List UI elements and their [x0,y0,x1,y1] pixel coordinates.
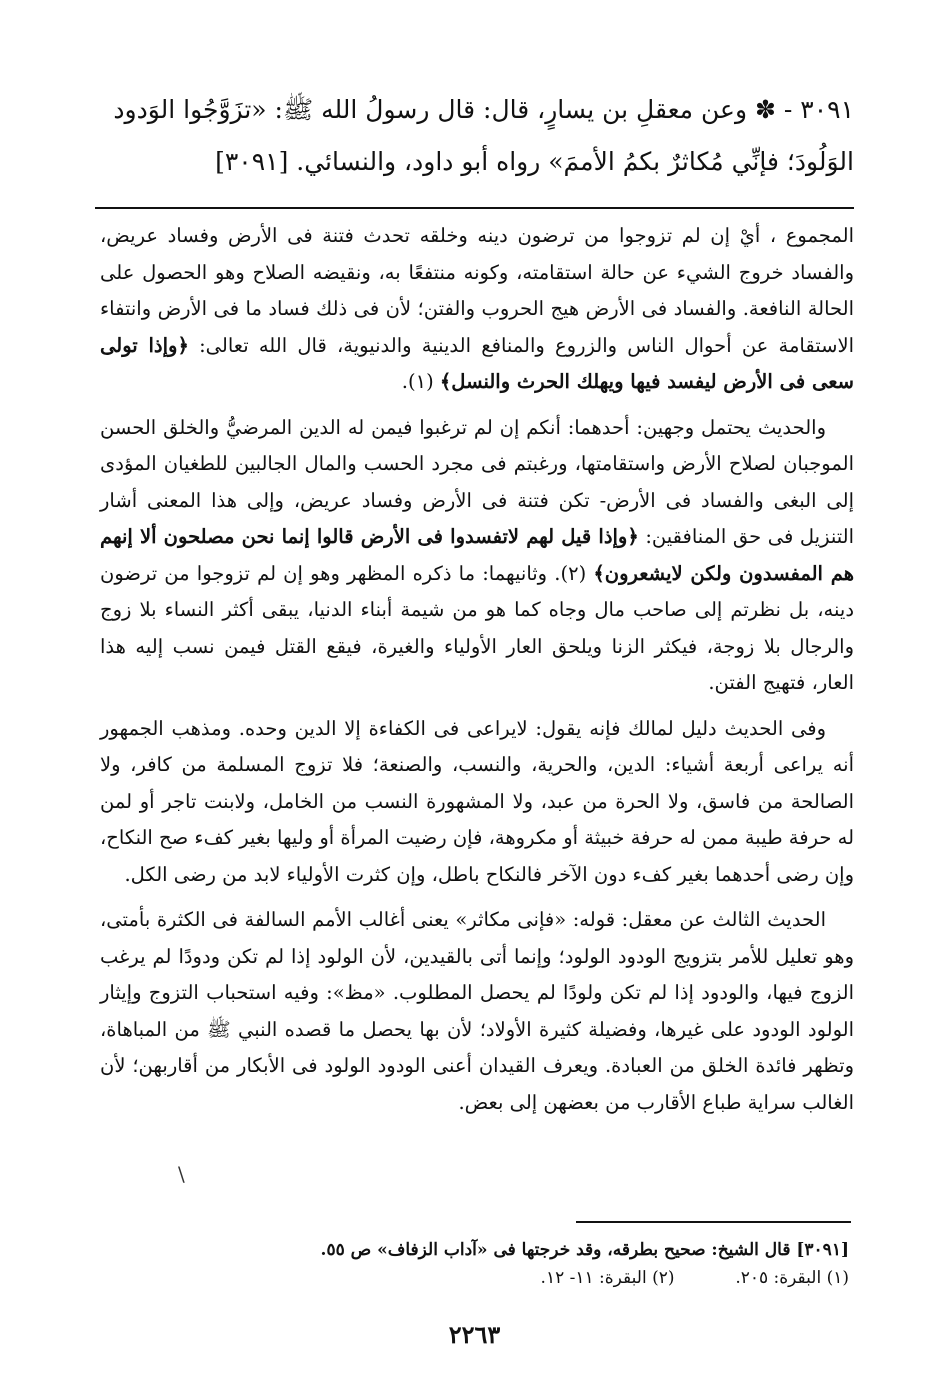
footnote-refs [100,1264,849,1292]
hadith-line-2: الوَلُودَ؛ فإنِّي مُكاثرٌ بكمُ الأممَ» رواه أبو داود، والنسائي. [٣٠٩١] [215,147,854,176]
quran-verse: ﴿وإذا تولى سعى فى الأرض ليفسد فيها ويهلك الحرث والنسل﴾ [100,333,854,393]
text-line: كفء صح النكاح، وإن رضى أحدهما بغير كفء دون الآخر فالنكاح باطل، وإن كثرت [100,826,854,886]
hadith-line-1: ٣٠٩١ - ✽ وعن معقلِ بن يسارٍ، قال: قال رسولُ الله ﷺ: «تزَوَّجُوا الوَدود [113,95,854,124]
text-line: نسب إليه هذا العار، فتهيج الفتن. [100,634,854,694]
text-line: المؤدى إلى البغى والفساد فى الأرض- تكن فتنة فى الأرض وفساد عريض، وإلى هذا المعنى [100,452,854,512]
page-number: ٢٢٦٣ [448,1320,501,1349]
text-line: الأولياء لابد من رضى الكل. [124,862,340,886]
text-line: التزوج وإيثار الولود الودود على غيرها، وفضيلة كثيرة الأولاد؛ لأن بها يحصل ما قصده النبي [100,981,855,1041]
quran-verse: ﴿وإذا قيل لهم لاتفسدوا فى الأرض قالوا إنما نحن مصلحون ألا إنهم هم المفسدون ولكن لايشعرون﴾ [100,525,854,585]
footnotes [100,1236,849,1292]
text-line: الجمهور أنه يراعى أربعة أشياء: الدين، والحرية، والنسب، والصنعة؛ فلا تزوج المسلمة من [100,716,855,776]
commentary-paragraph-2 [100,410,854,702]
footnote-ref: (١). [401,370,440,393]
footnote-rule [576,1221,851,1223]
text-line: كافر، ولا الصالحة من فاسق، ولا الحرة من عبد، ولا المشهورة النسب من الخامل، ولابنت [100,753,854,813]
text-line: ﷺ من المباهاة، وتظهر فائدة الخلق من العبادة. ويعرف القيدان أعنى الودود الولود فى الأبكار [100,1017,854,1077]
text-line: تاجر أو لمن له حرفة طيبة ممن له حرفة خبيثة أو مكروهة، فإن رضيت المرأة أو وليها بغير [100,789,855,849]
commentary [100,218,854,1130]
text-line: أشار التنزيل فى حق المنافقين: [100,488,854,548]
hadith-text [95,84,854,188]
commentary-paragraph-1 [100,218,854,401]
text-line: (٢). وثانيهما: ما ذكره المظهر وهو إن لم تزوجوا [196,561,594,585]
text-line: وانتفاء الاستقامة عن أحوال الناس والزروع والمنافع الدينية والدنيوية، قال الله تعالى: [100,297,854,357]
footnote-1: (١) البقرة: ٢٠٥. [735,1268,849,1288]
text-line: من أقاربهن؛ لأن الغالب سراية طباع الأقارب من بعضهن إلى بعض. [100,1054,854,1114]
text-line: وفى الحديث دليل لمالك فإنه يقول: لايراعى فى الكفاءة إلا الدين وحده. ومذهب [171,716,826,740]
text-line: الحالة النافعة. والفساد فى الأرض هيج الحروب والفتن؛ لأن فى ذلك فساد ما فى الأرض [157,297,854,320]
text-line: الحسن الموجبان لصلاح الأرض واستقامتها، ورغبتم فى مجرد الحسب والمال الجالبين للطغيان [100,415,854,475]
separator-rule [95,207,854,209]
commentary-paragraph-3 [100,711,854,894]
footnote-2: (٢) البقرة: ١١- ١٢. [540,1268,675,1288]
text-line: من ترضون دينه، بل نظرتم إلى صاحب مال وجاه كما هو من شيمة أبناء الدنيا، يبقى أكثر [100,561,854,621]
text-line: والحديث يحتمل وجهين: أحدهما: أنكم إن لم ترغبوا فيمن له الدين المرضيُّ والخلق [163,415,826,439]
text-line: الحديث الثالث عن معقل: قوله: «فإنى مكاثر» يعنى أغالب الأمم السالفة فى الكثرة بأمتى، [100,908,826,931]
text-line: يرغب الزوج فيها، والودود إذا لم تكن ولودًا لم يحصل المطلوب. «مظ»: وفيه استحباب [100,944,854,1004]
text-line: والفساد خروج الشيء عن حالة استقامته، وكونه منتفعًا به، ونقيضه الصلاح وهو الحصول على [100,260,854,284]
text-line: المجموع ، أيْ إن لم تزوجوا من ترضون دينه وخلقه تحدث فتنة فى الأرض وفساد عريض، [100,224,854,247]
text-line: النساء بلا زوج والرجال بلا زوجة، فيكثر الزنا ويلحق العار الأولياء والغيرة، فيقع القتل فيمن [100,598,854,658]
stray-mark: \ [178,1162,185,1186]
footnote-takhrij: [٣٠٩١] قال الشيخ: صحيح بطرقه، وقد خرجتها فى «آداب الزفاف» ص ٥٥. [320,1240,849,1260]
commentary-paragraph-4 [100,902,854,1121]
text-line: وهو تعليل للأمر بتزويج الودود الولود؛ وإنما أتى بالقيدين، لأن الولود إذا لم تكن ودودًا لم [152,944,855,968]
